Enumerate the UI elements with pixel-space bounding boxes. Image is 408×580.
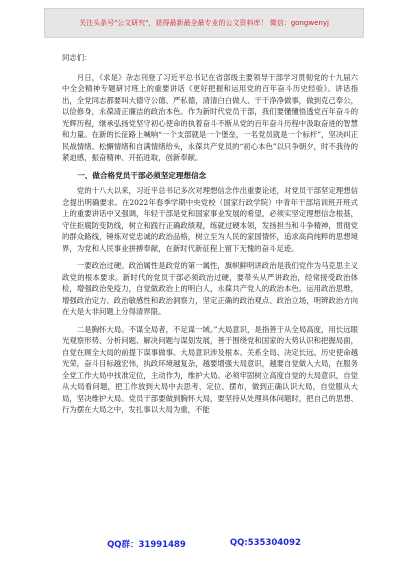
document-body bbox=[62, 52, 358, 416]
footer-qq-group: QQ群：31991489 bbox=[107, 540, 186, 550]
paragraph-intro: 月日，《求是》杂志刊登了习近平总书记在省部级主要领导干部学习贯彻党的十九届六中全会精神专题研讨班上的重要讲话《更好把握和运用党的百年奋斗历史经验》。讲话指出，全党同志都要叫大德守公德、严私德，清清白白做人、干干净净做事，做到克己奉公，以俭修身，永葆清正廉洁的政治本色。作为新时代党员干部，我们要懂懂悟透党百年奋斗的光辉历程，继承弘扬党坚守初心使命的执着奋斗不断从党的百年奋斗历程中汲取奋进的智慧和力量。在新的长征路上喊响“一个支部就是一个堡垒，一名党员就是一个标杆”，坚决纠正民战情绪、松懈情绪和自满情绪给头，永葆共产党员的“初心本色”以只争朝夕，时不我待的紧迫感，振奋精神、开拓进取，创新奉献。 bbox=[62, 72, 358, 162]
section-heading: 一、做合格党员干部必须坚定理想信念 bbox=[77, 170, 207, 180]
paragraph-political: 一要政治过硬。政治属性是政党的第一属性，旗帜鲜明讲政治是我们党作为马克思主义政党的根本要求。新时代的党员干部必须政治过硬，要带头从严讲政治，经常接受政治体检，增强政治免疫力，自觉做政治上的明白人，永葆共产党人的政治本色。运用政治思维，增强政治定力、政治敏感性和政治洞察力，坚定正确的政治观点、政治立场，明辨政治方向在大是大非问题上分得清界限。 bbox=[62, 261, 358, 316]
promo-banner bbox=[44, 8, 364, 38]
page-footer bbox=[0, 538, 408, 552]
promo-banner-text: 关注头条号"公文研究"，获得最新最全最专业的公文资料库！ 微信：gongwenyj bbox=[79, 18, 329, 27]
footer-qq: QQ:535304092 bbox=[229, 538, 301, 548]
paragraph-big-picture: 二是胸怀大局。不谋全局者，不足谋一域。”大局意识，是指善于从全局高度，用长远眼光观察形势、分析问题、解决问题与谋划发展，善于围绕党和国家的大势认识和把握局面，自觉在顾全大局的前提下谋事做事。大局意识涉及根本、关系全局、决定长远。历史使命越光荣，奋斗目标越宏伟，执政环境越复杂，越要增强大局意识，越要自觉做入大局，在服务全党工作大局中找准定位，主动作为，维护大局。必须牢固树立高度自觉的大局意识，自觉从大局看问题，把工作放到大局中去思考、定位、摆布，做到正确认识大局，自觉服从大局，坚决维护大局。党员干部要做到胸怀大局，要坚持从处理具体问题时，把自己的思想、行为摆在大局之中，发扎事以大局为重，不能 bbox=[62, 324, 358, 414]
greeting: 同志们： bbox=[62, 53, 92, 62]
paragraph-ideals: 党的十八大以来，习近平总书记多次对理想信念作出重要论述，对党员干部坚定理想信念提出明确要求。在2022年春季学期中央党校（国家行政学院）中青年干部培训班开班式上的重要讲话中又强调，年轻干部是党和国家事业发展的希望，必须实坚定理想信念根基，守住拒腐防变防线，树立和践行正确政绩观，练就过硬本领，发扬担当和斗争精神，贯彻党的群众路线，锤炼对党忠诚的政治品格，树立至为人民的家国情怀，追求高尚纯粹的思想境界，为党和人民事业拼搏奉献，在新时代新征程上留下无愧的奋斗足迹。 bbox=[62, 186, 358, 253]
